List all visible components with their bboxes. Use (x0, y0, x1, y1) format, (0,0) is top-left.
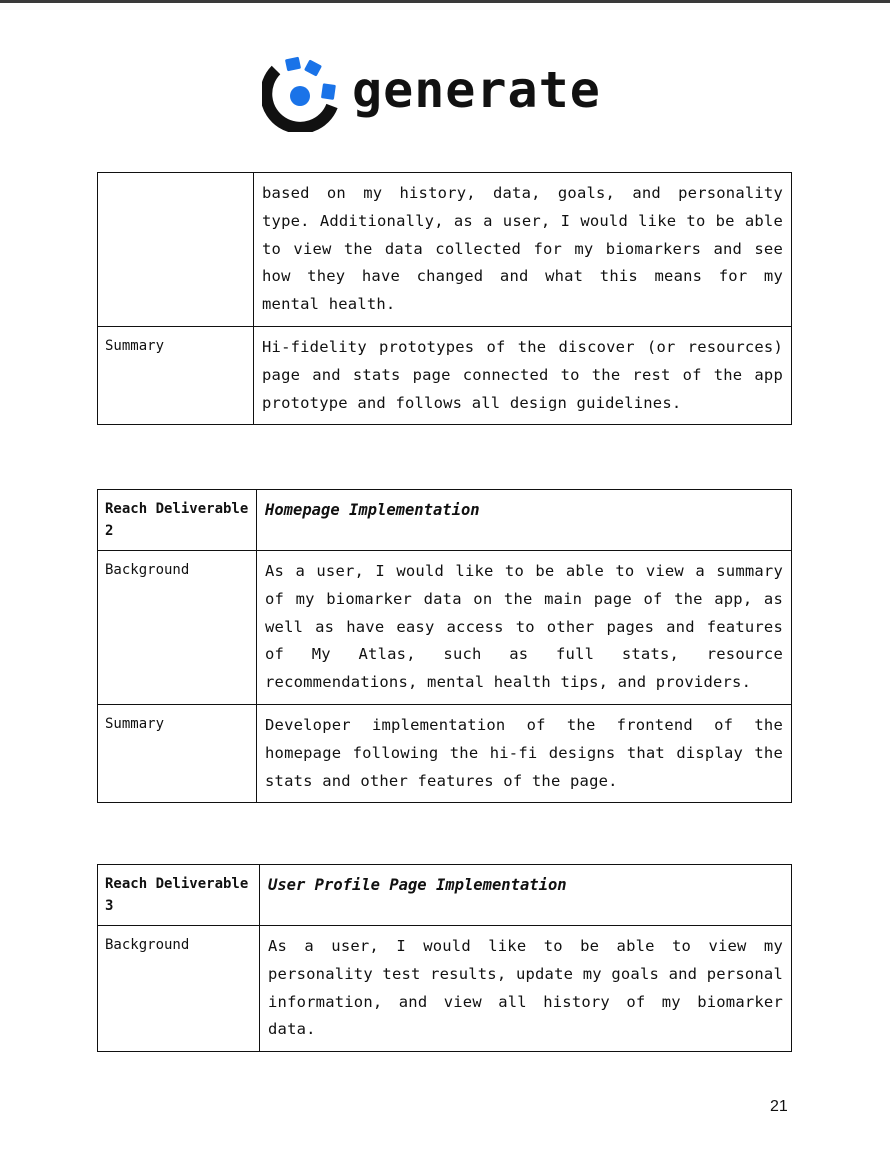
reach-deliverable-2-table (97, 489, 792, 803)
table-row (98, 490, 792, 551)
top-rule (0, 0, 890, 3)
table-row (98, 926, 792, 1052)
reach-deliverable-3-table (97, 864, 792, 1052)
table-row (98, 326, 792, 424)
table-row (98, 704, 792, 802)
summary-label: Summary (98, 326, 254, 424)
deliverable-label: Reach Deliverable 3 (98, 865, 260, 926)
brand-name: generate (352, 61, 601, 119)
table-row (98, 173, 792, 327)
page-number: 21 (770, 1098, 788, 1115)
deliverable-label: Reach Deliverable 2 (98, 490, 257, 551)
table-row (98, 551, 792, 705)
brand-logo (262, 54, 601, 134)
deliverable-table-continued (97, 172, 792, 425)
summary-content: Developer implementation of the frontend of the homepage following the hi-fi designs that display the stats and other features of the page. (257, 704, 792, 802)
background-content: As a user, I would like to be able to view my personality test results, update my goals and personal information, and view all history of my biomarker data. (260, 926, 792, 1052)
background-content: based on my history, data, goals, and personality type. Additionally, as a user, I would like to be able to view the data collected for my biomarkers and see how they have changed and what this means for my mental health. (254, 173, 792, 327)
deliverable-title: Homepage Implementation (257, 490, 792, 551)
summary-label: Summary (98, 704, 257, 802)
background-content: As a user, I would like to be able to view a summary of my biomarker data on the main page of the app, as well as have easy access to other pages and features of My Atlas, such as full stats, resource recommendations, mental health tips, and providers. (257, 551, 792, 705)
table-row (98, 865, 792, 926)
deliverable-title: User Profile Page Implementation (260, 865, 792, 926)
summary-content: Hi-fidelity prototypes of the discover (or resources) page and stats page connected to the rest of the app prototype and follows all design guidelines. (254, 326, 792, 424)
background-label: Background (98, 551, 257, 705)
empty-label-cell (98, 173, 254, 327)
generate-logo-icon (262, 56, 338, 132)
background-label: Background (98, 926, 260, 1052)
